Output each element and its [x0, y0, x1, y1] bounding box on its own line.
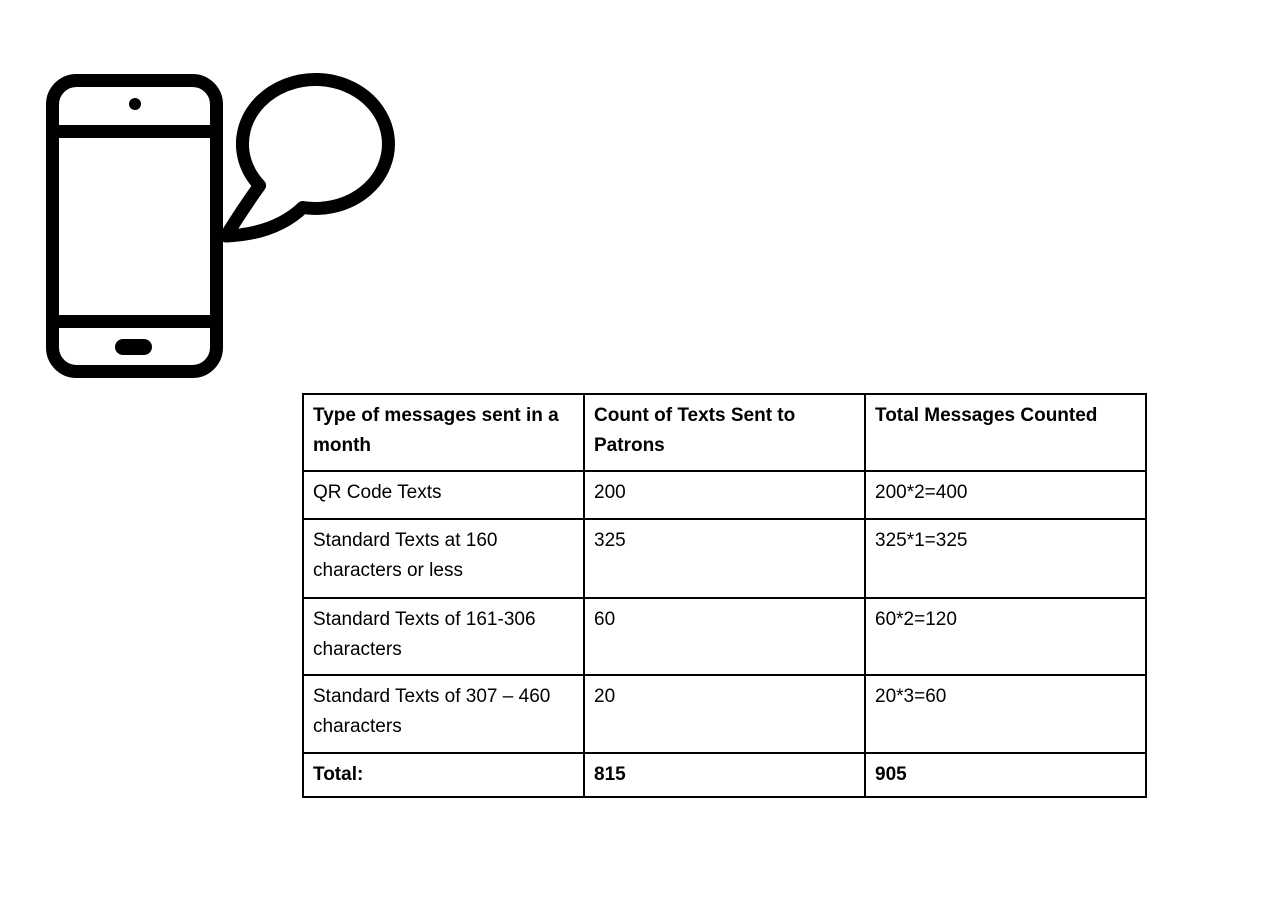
- cell-count: 20: [584, 675, 865, 753]
- col-header-total: Total Messages Counted: [865, 394, 1146, 471]
- cell-count: 325: [584, 519, 865, 598]
- cell-total: 325*1=325: [865, 519, 1146, 598]
- messages-table: [302, 393, 1147, 798]
- cell-count: 200: [584, 471, 865, 519]
- cell-count: 60: [584, 598, 865, 675]
- table-row: [303, 519, 1146, 598]
- cell-total: 60*2=120: [865, 598, 1146, 675]
- table-row: [303, 675, 1146, 753]
- cell-message-type: QR Code Texts: [303, 471, 584, 519]
- cell-total: 20*3=60: [865, 675, 1146, 753]
- cell-total-count: 815: [584, 753, 865, 797]
- cell-message-type: Standard Texts of 161-306 characters: [303, 598, 584, 675]
- cell-total: 200*2=400: [865, 471, 1146, 519]
- table-total-row: [303, 753, 1146, 797]
- col-header-count: Count of Texts Sent to Patrons: [584, 394, 865, 471]
- speech-bubble-icon: [226, 79, 388, 236]
- cell-message-type: Standard Texts of 307 – 460 characters: [303, 675, 584, 753]
- table-row: [303, 471, 1146, 519]
- table-row: [303, 598, 1146, 675]
- cell-message-type: Standard Texts at 160 characters or less: [303, 519, 584, 598]
- col-header-message-type: Type of messages sent in a month: [303, 394, 584, 471]
- phone-sms-illustration: [0, 0, 440, 400]
- table-header-row: [303, 394, 1146, 471]
- cell-total-messages: 905: [865, 753, 1146, 797]
- cell-total-label: Total:: [303, 753, 584, 797]
- phone-icon: [50, 81, 219, 372]
